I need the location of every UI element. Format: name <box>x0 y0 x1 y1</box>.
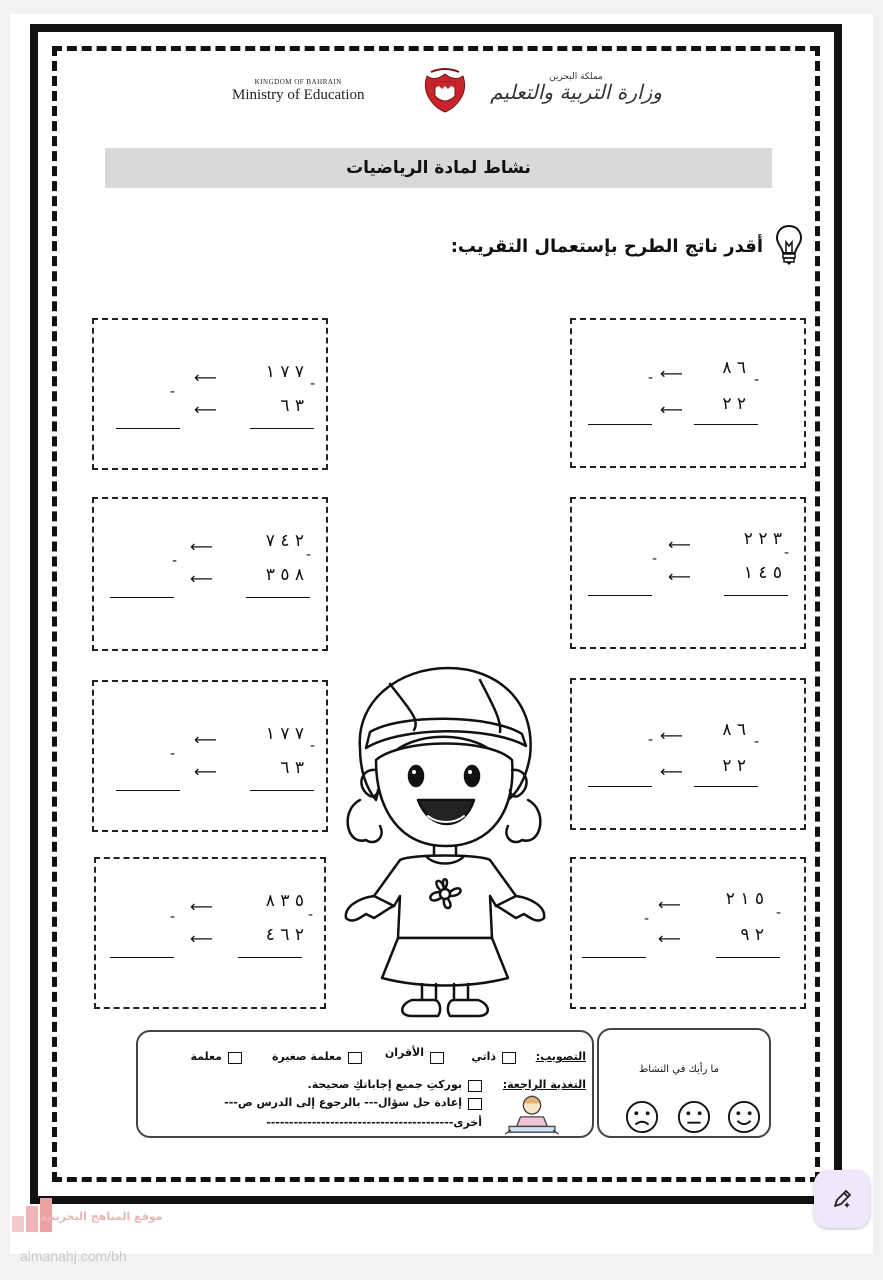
teacher-checkbox[interactable] <box>228 1052 242 1064</box>
problem-5-top: ٦ ٨ <box>722 720 746 740</box>
minus-sign: - <box>652 551 658 567</box>
teacher-label: معلمة <box>190 1050 222 1063</box>
edit-button[interactable] <box>814 1170 870 1228</box>
evaluation-panel <box>136 1030 594 1138</box>
minus-sign: - <box>784 545 790 561</box>
minus-sign: - <box>648 370 654 386</box>
page-title: نشاط لمادة الرياضيات <box>105 148 772 188</box>
answer-line-right <box>250 428 314 429</box>
minus-sign: - <box>170 909 176 925</box>
answer-line-left <box>588 595 652 596</box>
minus-sign: - <box>170 746 176 762</box>
arrow-icon: ⟵ <box>190 569 213 588</box>
arrow-icon: ⟵ <box>668 535 691 554</box>
arrow-icon: ⟵ <box>194 730 217 749</box>
problem-3-bottom: ٥ ٤ ١ <box>743 563 782 583</box>
answer-line-right <box>250 790 314 791</box>
answer-line-left <box>588 424 652 425</box>
little-teacher-checkbox[interactable] <box>348 1052 362 1064</box>
problem-box-3 <box>570 497 806 649</box>
answer-line-left <box>110 597 174 598</box>
arrow-icon: ⟵ <box>194 400 217 419</box>
minus-sign: - <box>170 384 176 400</box>
problem-box-8 <box>94 857 326 1009</box>
answer-line-left <box>116 790 180 791</box>
answer-line-right <box>694 424 758 425</box>
happy-face-icon[interactable] <box>727 1100 761 1134</box>
arrow-icon: ⟵ <box>194 368 217 387</box>
problem-2-bottom: ٣ ٦ <box>280 396 304 416</box>
problem-6-top: ٧ ٧ ١ <box>265 724 304 744</box>
arrow-icon: ⟵ <box>660 726 683 745</box>
problem-1-top: ٦ ٨ <box>722 358 746 378</box>
minus-sign: - <box>754 734 760 750</box>
mood-panel <box>597 1028 771 1138</box>
ministry-english <box>232 78 364 104</box>
bahrain-emblem-icon <box>421 68 469 114</box>
arrow-icon: ⟵ <box>190 897 213 916</box>
arrow-icon: ⟵ <box>668 567 691 586</box>
self-checkbox[interactable] <box>502 1052 516 1064</box>
answer-line-right <box>694 786 758 787</box>
arrow-icon: ⟵ <box>190 929 213 948</box>
answer-line-left <box>110 957 174 958</box>
problem-5-bottom: ٢ ٢ <box>722 756 746 776</box>
arrow-icon: ⟵ <box>660 364 683 383</box>
answer-line-right <box>724 595 788 596</box>
minus-sign: - <box>648 732 654 748</box>
minus-sign: - <box>306 547 312 563</box>
ministry-label: Ministry of Education <box>232 87 365 103</box>
minus-sign: - <box>172 553 178 569</box>
problem-box-7 <box>570 857 806 1009</box>
answer-line-right <box>238 957 302 958</box>
kingdom-arabic: مملكة البحرين <box>549 72 603 82</box>
peers-checkbox[interactable] <box>430 1052 444 1064</box>
arrow-icon: ⟵ <box>190 537 213 556</box>
problem-box-1 <box>570 318 806 468</box>
problem-2-top: ٧ ٧ ١ <box>265 362 304 382</box>
minus-sign: - <box>644 911 650 927</box>
watermark-arabic: موقع المناهج البحرينية <box>40 1210 163 1223</box>
student-reading-icon <box>500 1092 564 1136</box>
arrow-icon: ⟵ <box>658 895 681 914</box>
problem-3-top: ٣ ٢ ٢ <box>743 529 782 549</box>
minus-sign: - <box>776 905 782 921</box>
problem-box-2 <box>92 318 328 470</box>
problem-8-top: ٥ ٣ ٨ <box>265 891 304 911</box>
arrow-icon: ⟵ <box>660 400 683 419</box>
arrow-icon: ⟵ <box>658 929 681 948</box>
kingdom-label: KINGDOM OF BAHRAIN <box>254 78 342 86</box>
feedback-1-text: بوركتِ جميع إجاباتكِ صحيحة. <box>307 1078 462 1091</box>
self-label: ذاتي <box>471 1050 496 1063</box>
instruction-text: أقدر ناتج الطرح بإستعمال التقريب: <box>450 236 763 257</box>
ministry-arabic-label: وزارة التربية والتعليم <box>490 80 662 104</box>
feedback-2-text: إعادة حل سؤال--- بالرجوع إلى الدرس ص--- <box>224 1096 462 1109</box>
arrow-icon: ⟵ <box>194 762 217 781</box>
sad-face-icon[interactable] <box>625 1100 659 1134</box>
answer-line-right <box>246 597 310 598</box>
answer-line-right <box>716 957 780 958</box>
lightbulb-icon <box>774 222 804 266</box>
problem-4-top: ٢ ٤ ٧ <box>265 531 304 551</box>
answer-line-left <box>582 957 646 958</box>
peers-label: الأقران <box>384 1046 424 1059</box>
pencil-sparkle-icon <box>830 1187 854 1211</box>
ministry-arabic <box>486 72 666 104</box>
answer-line-left <box>588 786 652 787</box>
problem-7-top: ٥ ١ ٢ <box>725 889 764 909</box>
minus-sign: - <box>310 376 316 392</box>
problem-4-bottom: ٨ ٥ ٣ <box>265 565 304 585</box>
minus-sign: - <box>754 372 760 388</box>
problem-box-5 <box>570 678 806 830</box>
feedback-2-checkbox[interactable] <box>468 1098 482 1110</box>
arrow-icon: ⟵ <box>660 762 683 781</box>
problem-6-bottom: ٣ ٦ <box>280 758 304 778</box>
feedback-1-checkbox[interactable] <box>468 1080 482 1092</box>
mood-title: ما رأيك في النشاط <box>639 1064 719 1075</box>
minus-sign: - <box>310 738 316 754</box>
feedback-label: التغذية الراجعة: <box>502 1078 586 1091</box>
girl-illustration <box>330 660 560 1020</box>
answer-line-left <box>116 428 180 429</box>
problem-7-bottom: ٢ ٩ <box>740 925 764 945</box>
problem-1-bottom: ٢ ٢ <box>722 394 746 414</box>
correction-label: التصويب: <box>535 1050 586 1063</box>
little-teacher-label: معلمة صغيرة <box>271 1050 342 1063</box>
neutral-face-icon[interactable] <box>677 1100 711 1134</box>
watermark-url: almanahj.com/bh <box>20 1248 127 1264</box>
problem-8-bottom: ٢ ٦ ٤ <box>265 925 304 945</box>
problem-box-6 <box>92 680 328 832</box>
feedback-3-text: أخرى----------------------------------------- <box>266 1116 482 1129</box>
problem-box-4 <box>92 497 328 651</box>
minus-sign: - <box>308 907 314 923</box>
